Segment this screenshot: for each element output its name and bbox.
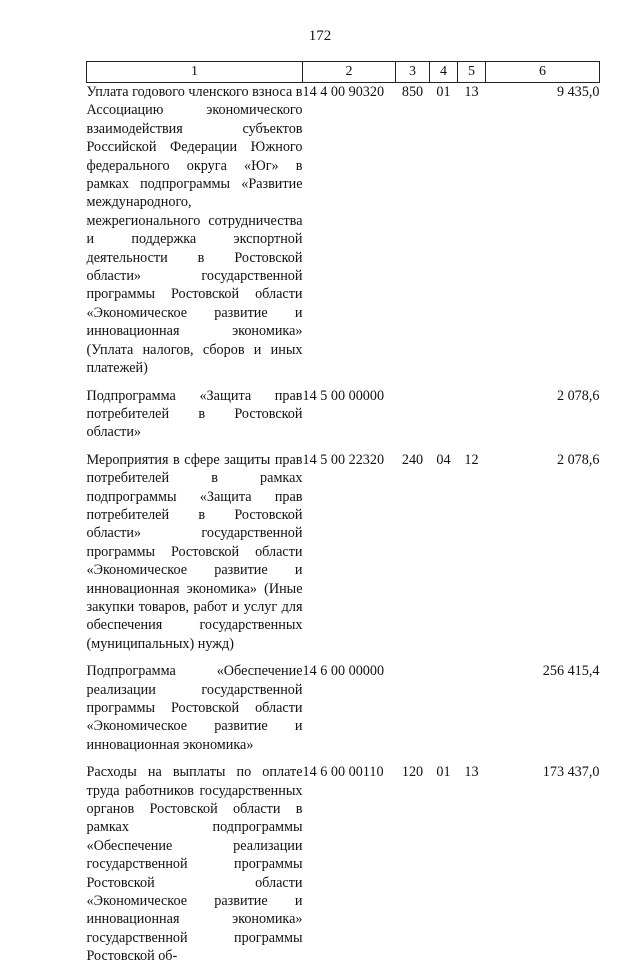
row-spacer <box>87 653 600 662</box>
row-spacer <box>87 378 600 387</box>
header-col-5: 5 <box>458 62 486 83</box>
row-code: 14 6 00 00110 <box>302 764 384 781</box>
row-col-3 <box>396 387 430 442</box>
table-body <box>87 83 600 966</box>
row-name: Расходы на выплаты по оплате труда работников государственных органов Ростовской области в рамках подпрограммы «Обеспечение реализации государственной программы Ростовской области «Экономическое развитие и инновационная экономика» государственной программы Ростовской об- <box>86 764 303 965</box>
row-spacer <box>87 442 600 451</box>
row-col-5 <box>458 662 486 754</box>
row-col-3: 240 <box>401 451 424 468</box>
row-col-4: 01 <box>436 84 451 100</box>
table-header <box>87 62 600 83</box>
row-code: 14 4 00 90320 <box>302 84 385 100</box>
row-col-5 <box>458 387 486 442</box>
header-col-amount: 6 <box>486 62 600 83</box>
row-code: 14 5 00 22320 <box>302 451 385 468</box>
table-row <box>87 83 600 378</box>
header-col-name: 1 <box>87 62 303 83</box>
page-number: 172 <box>308 28 332 44</box>
table-row <box>87 763 600 965</box>
row-col-4 <box>430 662 458 754</box>
row-col-3: 120 <box>401 764 424 781</box>
row-name: Подпрограмма «Обеспечение реализации государственной программы Ростовской области «Экономическое развитие и инновационная экономика» <box>86 663 303 753</box>
row-col-5: 13 <box>464 764 479 781</box>
row-col-3 <box>396 662 430 754</box>
row-col-4 <box>430 387 458 442</box>
row-name: Уплата годового членского взноса в Ассоциацию экономического взаимодействия субъектов Российской Федерации Южного федерального округа «Юг» в рамках подпрограммы «Развитие международного, межрегионального сотрудничества и поддержка экспортной деятельности в Ростовской области» государственной программы Ростовской области «Экономическое развитие и инновационная экономика» (Уплата налогов, сборов и иных платежей) <box>86 84 303 377</box>
row-code: 14 6 00 00000 <box>302 663 385 680</box>
header-row <box>87 62 600 83</box>
header-col-4: 4 <box>430 62 458 83</box>
row-col-5: 13 <box>464 84 479 100</box>
row-spacer <box>87 754 600 763</box>
row-amount: 2 078,6 <box>556 451 600 468</box>
row-col-4: 04 <box>436 451 451 468</box>
header-col-3: 3 <box>396 62 430 83</box>
budget-table <box>86 61 600 966</box>
row-col-4: 01 <box>436 764 451 781</box>
table-row <box>87 387 600 442</box>
table-row <box>87 451 600 653</box>
header-col-code: 2 <box>303 62 396 83</box>
row-col-5: 12 <box>464 451 479 468</box>
row-col-3: 850 <box>401 84 424 100</box>
row-amount: 173 437,0 <box>542 764 600 781</box>
row-name: Подпрограмма «Защита прав потребителей в Ростовской области» <box>86 387 303 441</box>
row-code: 14 5 00 00000 <box>302 387 385 404</box>
table-row <box>87 662 600 754</box>
row-amount: 2 078,6 <box>556 387 600 404</box>
row-name: Мероприятия в сфере защиты прав потребителей в рамках подпрограммы «Защита прав потребителей в Ростовской области» государственной программы Ростовской области «Экономическое развитие и инновационная экономика» (Иные закупки товаров, работ и услуг для обеспечения государственных (муниципальных) нужд) <box>86 451 303 652</box>
row-amount: 256 415,4 <box>542 663 600 680</box>
row-amount: 9 435,0 <box>556 84 600 100</box>
